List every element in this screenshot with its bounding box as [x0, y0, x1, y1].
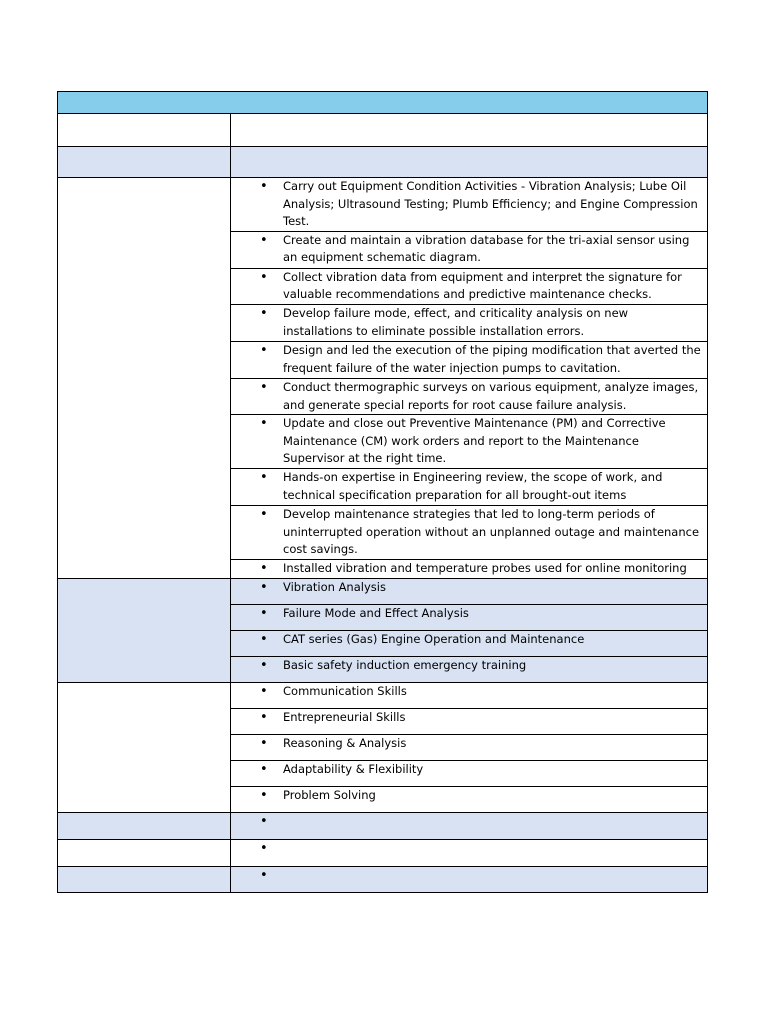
bullet-text: Problem Solving [283, 787, 376, 802]
row-value [231, 114, 708, 147]
bullet-icon: • [260, 735, 268, 751]
bullet-text: Adaptability & Flexibility [283, 761, 424, 776]
experience-label [58, 178, 231, 579]
table-row [58, 866, 708, 892]
experience-item [231, 378, 708, 414]
bullet-text: Create and maintain a vibration database for the tri-axial sensor using an equipment schematic diagram. [283, 232, 690, 265]
bullet-text: Basic safety induction emergency training [283, 657, 527, 672]
skills-label [58, 682, 231, 812]
bullet-icon: • [260, 605, 268, 621]
bullet-icon: • [260, 787, 268, 803]
table-row [58, 682, 708, 708]
bullet-icon: • [260, 506, 268, 522]
bullet-text: Develop maintenance strategies that led to long-term periods of uninterrupted operation without an unplanned outage and maintenance cost savings. [283, 506, 700, 557]
bullet-icon: • [260, 379, 268, 395]
bullet-text: Develop failure mode, effect, and criticality analysis on new installations to eliminate possible installation errors. [283, 305, 629, 338]
row-value [231, 812, 708, 839]
skills-item [231, 708, 708, 734]
bullet-icon: • [260, 579, 268, 595]
row-value [231, 147, 708, 178]
bullet-icon: • [260, 840, 268, 856]
bullet-text: Installed vibration and temperature probes used for online monitoring [283, 560, 687, 575]
experience-item [231, 341, 708, 378]
resume-table [57, 91, 708, 893]
bullet-icon: • [260, 179, 268, 194]
row-label [58, 866, 231, 892]
bullet-icon: • [260, 342, 268, 358]
row-value [231, 839, 708, 866]
row-label [58, 839, 231, 866]
experience-item [231, 559, 708, 578]
table-header-row [58, 92, 708, 114]
bullet-icon: • [260, 416, 268, 432]
bullet-text: Update and close out Preventive Maintenance (PM) and Corrective Maintenance (CM) work orders and report to the Maintenance Supervisor at the right time. [283, 416, 666, 466]
bullet-text: Collect vibration data from equipment and interpret the signature for valuable recommendations and predictive maintenance checks. [283, 269, 682, 302]
bullet-text: Entrepreneurial Skills [283, 709, 406, 724]
bullet-icon: • [260, 813, 268, 829]
bullet-icon: • [260, 305, 268, 321]
bullet-text: Design and led the execution of the piping modification that averted the frequent failure of the water injection pumps to cavitation. [283, 342, 701, 375]
table-row [58, 839, 708, 866]
trainings-item [231, 656, 708, 682]
bullet-icon: • [260, 761, 268, 777]
row-label [58, 147, 231, 178]
trainings-item [231, 630, 708, 656]
table-row [58, 147, 708, 178]
bullet-icon: • [260, 867, 268, 883]
experience-item [231, 415, 708, 469]
skills-item [231, 786, 708, 812]
experience-item [231, 178, 708, 232]
skills-item [231, 682, 708, 708]
row-label [58, 812, 231, 839]
experience-item [231, 231, 708, 268]
table-header-cell [58, 92, 708, 114]
bullet-text: CAT series (Gas) Engine Operation and Maintenance [283, 631, 585, 646]
bullet-text: Hands-on expertise in Engineering review, the scope of work, and technical specification preparation for all brought-out items [283, 469, 663, 502]
bullet-text: Vibration Analysis [283, 579, 386, 594]
table-row [58, 812, 708, 839]
bullet-icon: • [260, 709, 268, 725]
table-row [58, 178, 708, 232]
bullet-text: Carry out Equipment Condition Activities - Vibration Analysis; Lube Oil Analysis; Ultrasound Testing; Plumb Efficiency; and Engine Compression Test. [283, 179, 698, 229]
experience-item [231, 505, 708, 559]
skills-item [231, 734, 708, 760]
experience-item [231, 304, 708, 341]
bullet-icon: • [260, 269, 268, 285]
bullet-icon: • [260, 657, 268, 673]
skills-item [231, 760, 708, 786]
row-label [58, 114, 231, 147]
bullet-icon: • [260, 469, 268, 485]
bullet-text: Conduct thermographic surveys on various equipment, analyze images, and generate special reports for root cause failure analysis. [283, 379, 699, 412]
bullet-text: Reasoning & Analysis [283, 735, 407, 750]
row-value [231, 866, 708, 892]
bullet-text: Failure Mode and Effect Analysis [283, 605, 469, 620]
experience-item [231, 268, 708, 304]
trainings-item [231, 604, 708, 630]
experience-item [231, 468, 708, 505]
trainings-item [231, 578, 708, 604]
bullet-text: Communication Skills [283, 683, 407, 698]
bullet-icon: • [260, 232, 268, 248]
bullet-icon: • [260, 683, 268, 699]
table-row [58, 114, 708, 147]
table-row [58, 578, 708, 604]
trainings-label [58, 578, 231, 682]
bullet-icon: • [260, 560, 268, 576]
bullet-icon: • [260, 631, 268, 647]
